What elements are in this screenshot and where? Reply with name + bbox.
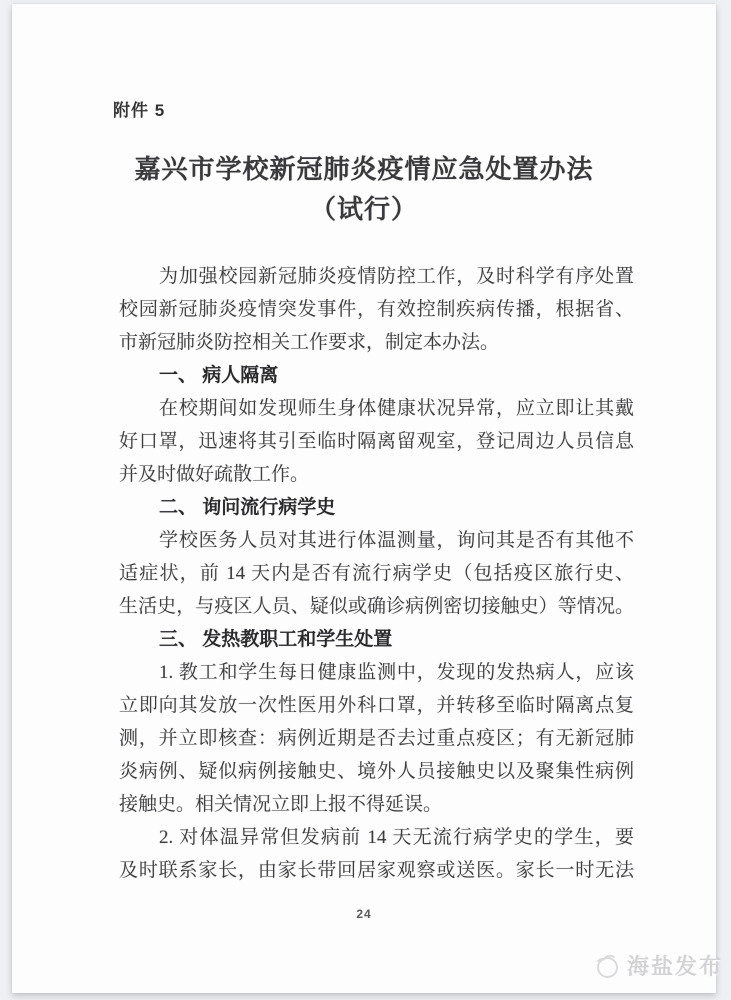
text-line: 2. 对体温异常但发病前 14 天无流行病学史的学生，要 [159, 827, 634, 848]
document-title [12, 150, 716, 230]
watermark-text: 海盐发布 [626, 954, 723, 979]
document-title-line2: （试行） [309, 195, 418, 224]
text-line: 立即向其发放一次性医用外科口罩，并转移至临时隔离点复 [119, 695, 634, 716]
document-body [119, 260, 634, 887]
text-line: 测，并立即核查：病例近期是否去过重点疫区；有无新冠肺 [119, 728, 634, 749]
text-line: 在校期间如发现师生身体健康状况异常，应立即让其戴 [159, 398, 634, 419]
document-page [12, 4, 716, 993]
page-number: 24 [356, 907, 372, 921]
text-line: 好口罩，迅速将其引至临时隔离留观室，登记周边人员信息 [119, 431, 634, 452]
section-heading: 二、 询问流行病学史 [159, 497, 336, 518]
publisher-bird-logo-icon [593, 952, 621, 980]
watermark [593, 950, 723, 981]
text-line: 并及时做好疏散工作。 [119, 464, 310, 485]
text-line: 适症状，前 14 天内是否有流行病学史（包括疫区旅行史、 [119, 563, 634, 584]
text-line: 1. 教工和学生每日健康监测中，发现的发热病人，应该 [159, 662, 634, 683]
text-line: 生活史，与疫区人员、疑似或确诊病例密切接触史）等情况。 [119, 596, 634, 617]
text-line: 接触史。相关情况立即上报不得延误。 [119, 794, 443, 815]
document-title-line1: 嘉兴市学校新冠肺炎疫情应急处置办法 [134, 155, 594, 184]
text-line: 市新冠肺炎防控相关工作要求，制定本办法。 [119, 332, 500, 353]
text-line: 校园新冠肺炎疫情突发事件，有效控制疾病传播，根据省、 [119, 299, 634, 320]
text-line: 学校医务人员对其进行体温测量，询问其是否有其他不 [159, 530, 634, 551]
section-heading: 一、 病人隔离 [159, 365, 279, 386]
text-line: 及时联系家长，由家长带回居家观察或送医。家长一时无法 [119, 860, 634, 881]
text-line: 炎病例、疑似病例接触史、境外人员接触史以及聚集性病例 [119, 761, 634, 782]
section-heading: 三、 发热教职工和学生处置 [159, 629, 393, 650]
attachment-label: 附件 5 [113, 101, 166, 120]
text-line: 为加强校园新冠肺炎疫情防控工作，及时科学有序处置 [159, 266, 634, 287]
